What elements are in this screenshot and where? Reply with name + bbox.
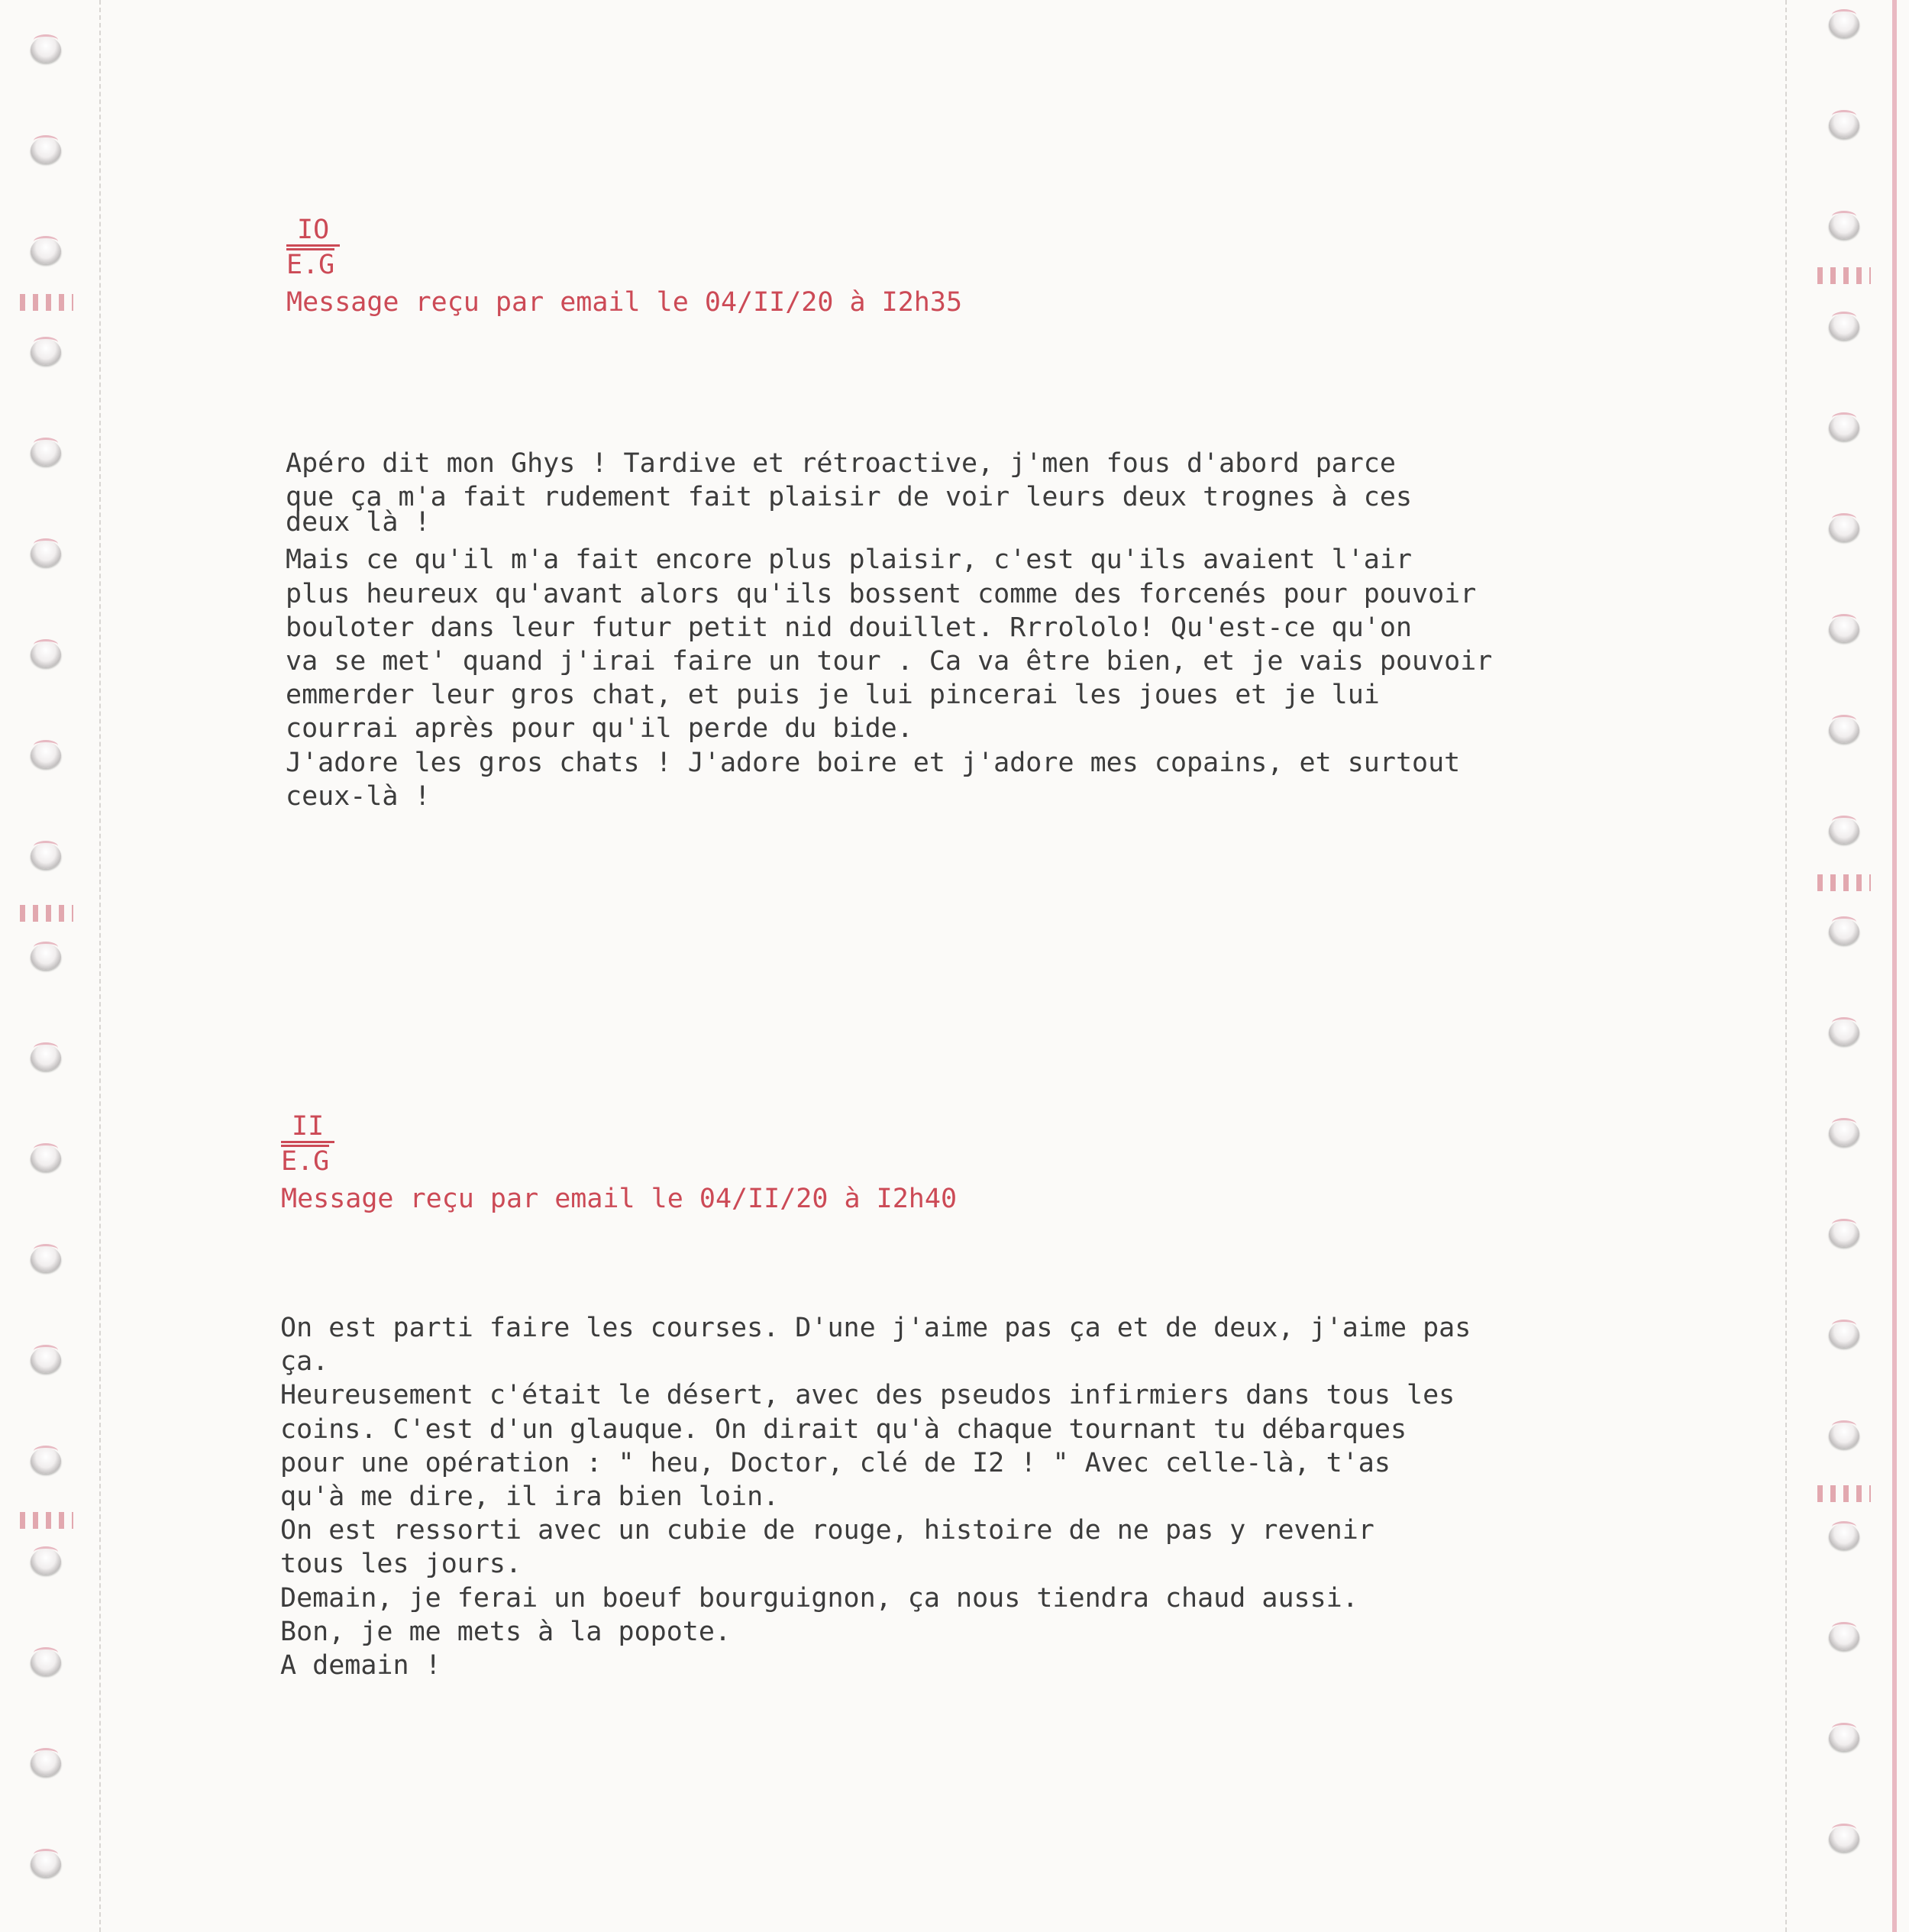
- entry-meta: Message reçu par email le 04/II/20 à I2h35: [286, 287, 963, 318]
- feed-hole: [31, 1549, 61, 1575]
- body-line: pour une opération : " heu, Doctor, clé de I2 ! " Avec celle-là, t'as: [280, 1447, 1391, 1478]
- body-line: qu'à me dire, il ira bien loin.: [280, 1481, 780, 1512]
- entry-header: [286, 212, 962, 319]
- feed-hole: [31, 238, 61, 264]
- feed-hole: [31, 440, 61, 466]
- body-line: Demain, je ferai un boeuf bourguignon, ça nous tiendra chaud aussi.: [280, 1582, 1358, 1614]
- feed-hole: [1829, 515, 1859, 541]
- body-line: emmerder leur gros chat, et puis je lui pincerai les joues et je lui: [286, 680, 1380, 711]
- fold-tick-mark: [20, 905, 73, 922]
- entry-number: IO: [286, 215, 340, 247]
- feed-hole: [31, 137, 61, 163]
- feed-hole: [31, 1045, 61, 1071]
- body-line: On est ressorti avec un cubie de rouge, histoire de ne pas y revenir: [280, 1515, 1374, 1546]
- feed-hole: [31, 1145, 61, 1171]
- body-line: va se met' quand j'irai faire un tour . Ca va être bien, et je vais pouvoir: [286, 645, 1493, 677]
- entry-body: [280, 1311, 1471, 1682]
- feed-hole: [1829, 1423, 1859, 1449]
- feed-hole: [1829, 112, 1859, 138]
- body-line: Mais ce qu'il m'a fait encore plus plaisir, c'est qu'ils avaient l'air: [286, 544, 1413, 576]
- feed-hole: [1829, 818, 1859, 844]
- entry-meta: Message reçu par email le 04/II/20 à I2h40: [281, 1184, 958, 1214]
- feed-hole: [31, 1448, 61, 1474]
- feed-hole: [1829, 213, 1859, 239]
- fold-tick-mark: [1817, 874, 1871, 891]
- feed-hole: [31, 843, 61, 869]
- feed-hole: [1829, 717, 1859, 743]
- body-line: A demain !: [280, 1649, 441, 1681]
- body-line: J'adore les gros chats ! J'adore boire et j'adore mes copains, et surtout: [286, 747, 1461, 778]
- entry-author: E.G: [281, 1146, 330, 1177]
- body-line: tous les jours.: [280, 1549, 522, 1580]
- body-line: ça.: [280, 1346, 329, 1378]
- feed-hole: [31, 37, 61, 63]
- feed-hole: [1829, 1120, 1859, 1146]
- body-line: ceux-là !: [286, 780, 431, 812]
- feed-hole: [1829, 1221, 1859, 1247]
- right-perforation-line: [1785, 0, 1787, 1932]
- fold-tick-mark: [20, 294, 73, 311]
- feed-hole: [1829, 616, 1859, 642]
- left-perforation-line: [99, 0, 101, 1932]
- feed-hole: [31, 1347, 61, 1373]
- feed-hole: [31, 339, 61, 365]
- fold-tick-mark: [1817, 1485, 1871, 1502]
- body-line: Bon, je me mets à la popote.: [280, 1616, 732, 1647]
- entry-header: [281, 1109, 957, 1216]
- feed-hole: [31, 641, 61, 667]
- feed-hole: [1829, 1019, 1859, 1045]
- feed-hole: [1829, 314, 1859, 340]
- feed-hole: [31, 541, 61, 567]
- feed-hole: [1829, 1725, 1859, 1751]
- feed-hole: [1829, 1322, 1859, 1348]
- entry-number: II: [281, 1112, 334, 1143]
- body-line: bouloter dans leur futur petit nid douillet. Rrrololo! Qu'est-ce qu'on: [286, 612, 1413, 643]
- feed-hole: [1829, 11, 1859, 37]
- feed-hole: [1829, 415, 1859, 441]
- feed-hole: [1829, 1826, 1859, 1852]
- body-line: Heureusement c'était le désert, avec des pseudos infirmiers dans tous les: [280, 1380, 1455, 1411]
- entry-author: E.G: [286, 250, 335, 280]
- fold-tick-mark: [1817, 267, 1871, 284]
- feed-hole: [31, 944, 61, 970]
- body-line: Apéro dit mon Ghys ! Tardive et rétroactive, j'men fous d'abord parce: [286, 448, 1396, 479]
- feed-hole: [31, 1851, 61, 1877]
- body-line: courrai après pour qu'il perde du bide.: [286, 713, 913, 745]
- body-line: que ça m'a fait rudement fait plaisir de voir leurs deux trognes à ces: [286, 482, 1413, 513]
- feed-hole: [31, 1649, 61, 1675]
- fold-tick-mark: [20, 1512, 73, 1529]
- feed-hole: [1829, 1523, 1859, 1549]
- entry-body: [286, 447, 1492, 813]
- feed-hole: [31, 1246, 61, 1272]
- body-line: coins. C'est d'un glauque. On dirait qu'à chaque tournant tu débarques: [280, 1413, 1407, 1445]
- body-line: deux là !: [286, 507, 431, 538]
- feed-hole: [1829, 1624, 1859, 1650]
- body-line: On est parti faire les courses. D'une j'aime pas ça et de deux, j'aime pas: [280, 1313, 1471, 1343]
- feed-hole: [31, 1750, 61, 1776]
- body-line: plus heureux qu'avant alors qu'ils bossent comme des forcenés pour pouvoir: [286, 578, 1477, 609]
- right-paper-edge: [1892, 0, 1897, 1932]
- feed-hole: [31, 742, 61, 768]
- feed-hole: [1829, 919, 1859, 945]
